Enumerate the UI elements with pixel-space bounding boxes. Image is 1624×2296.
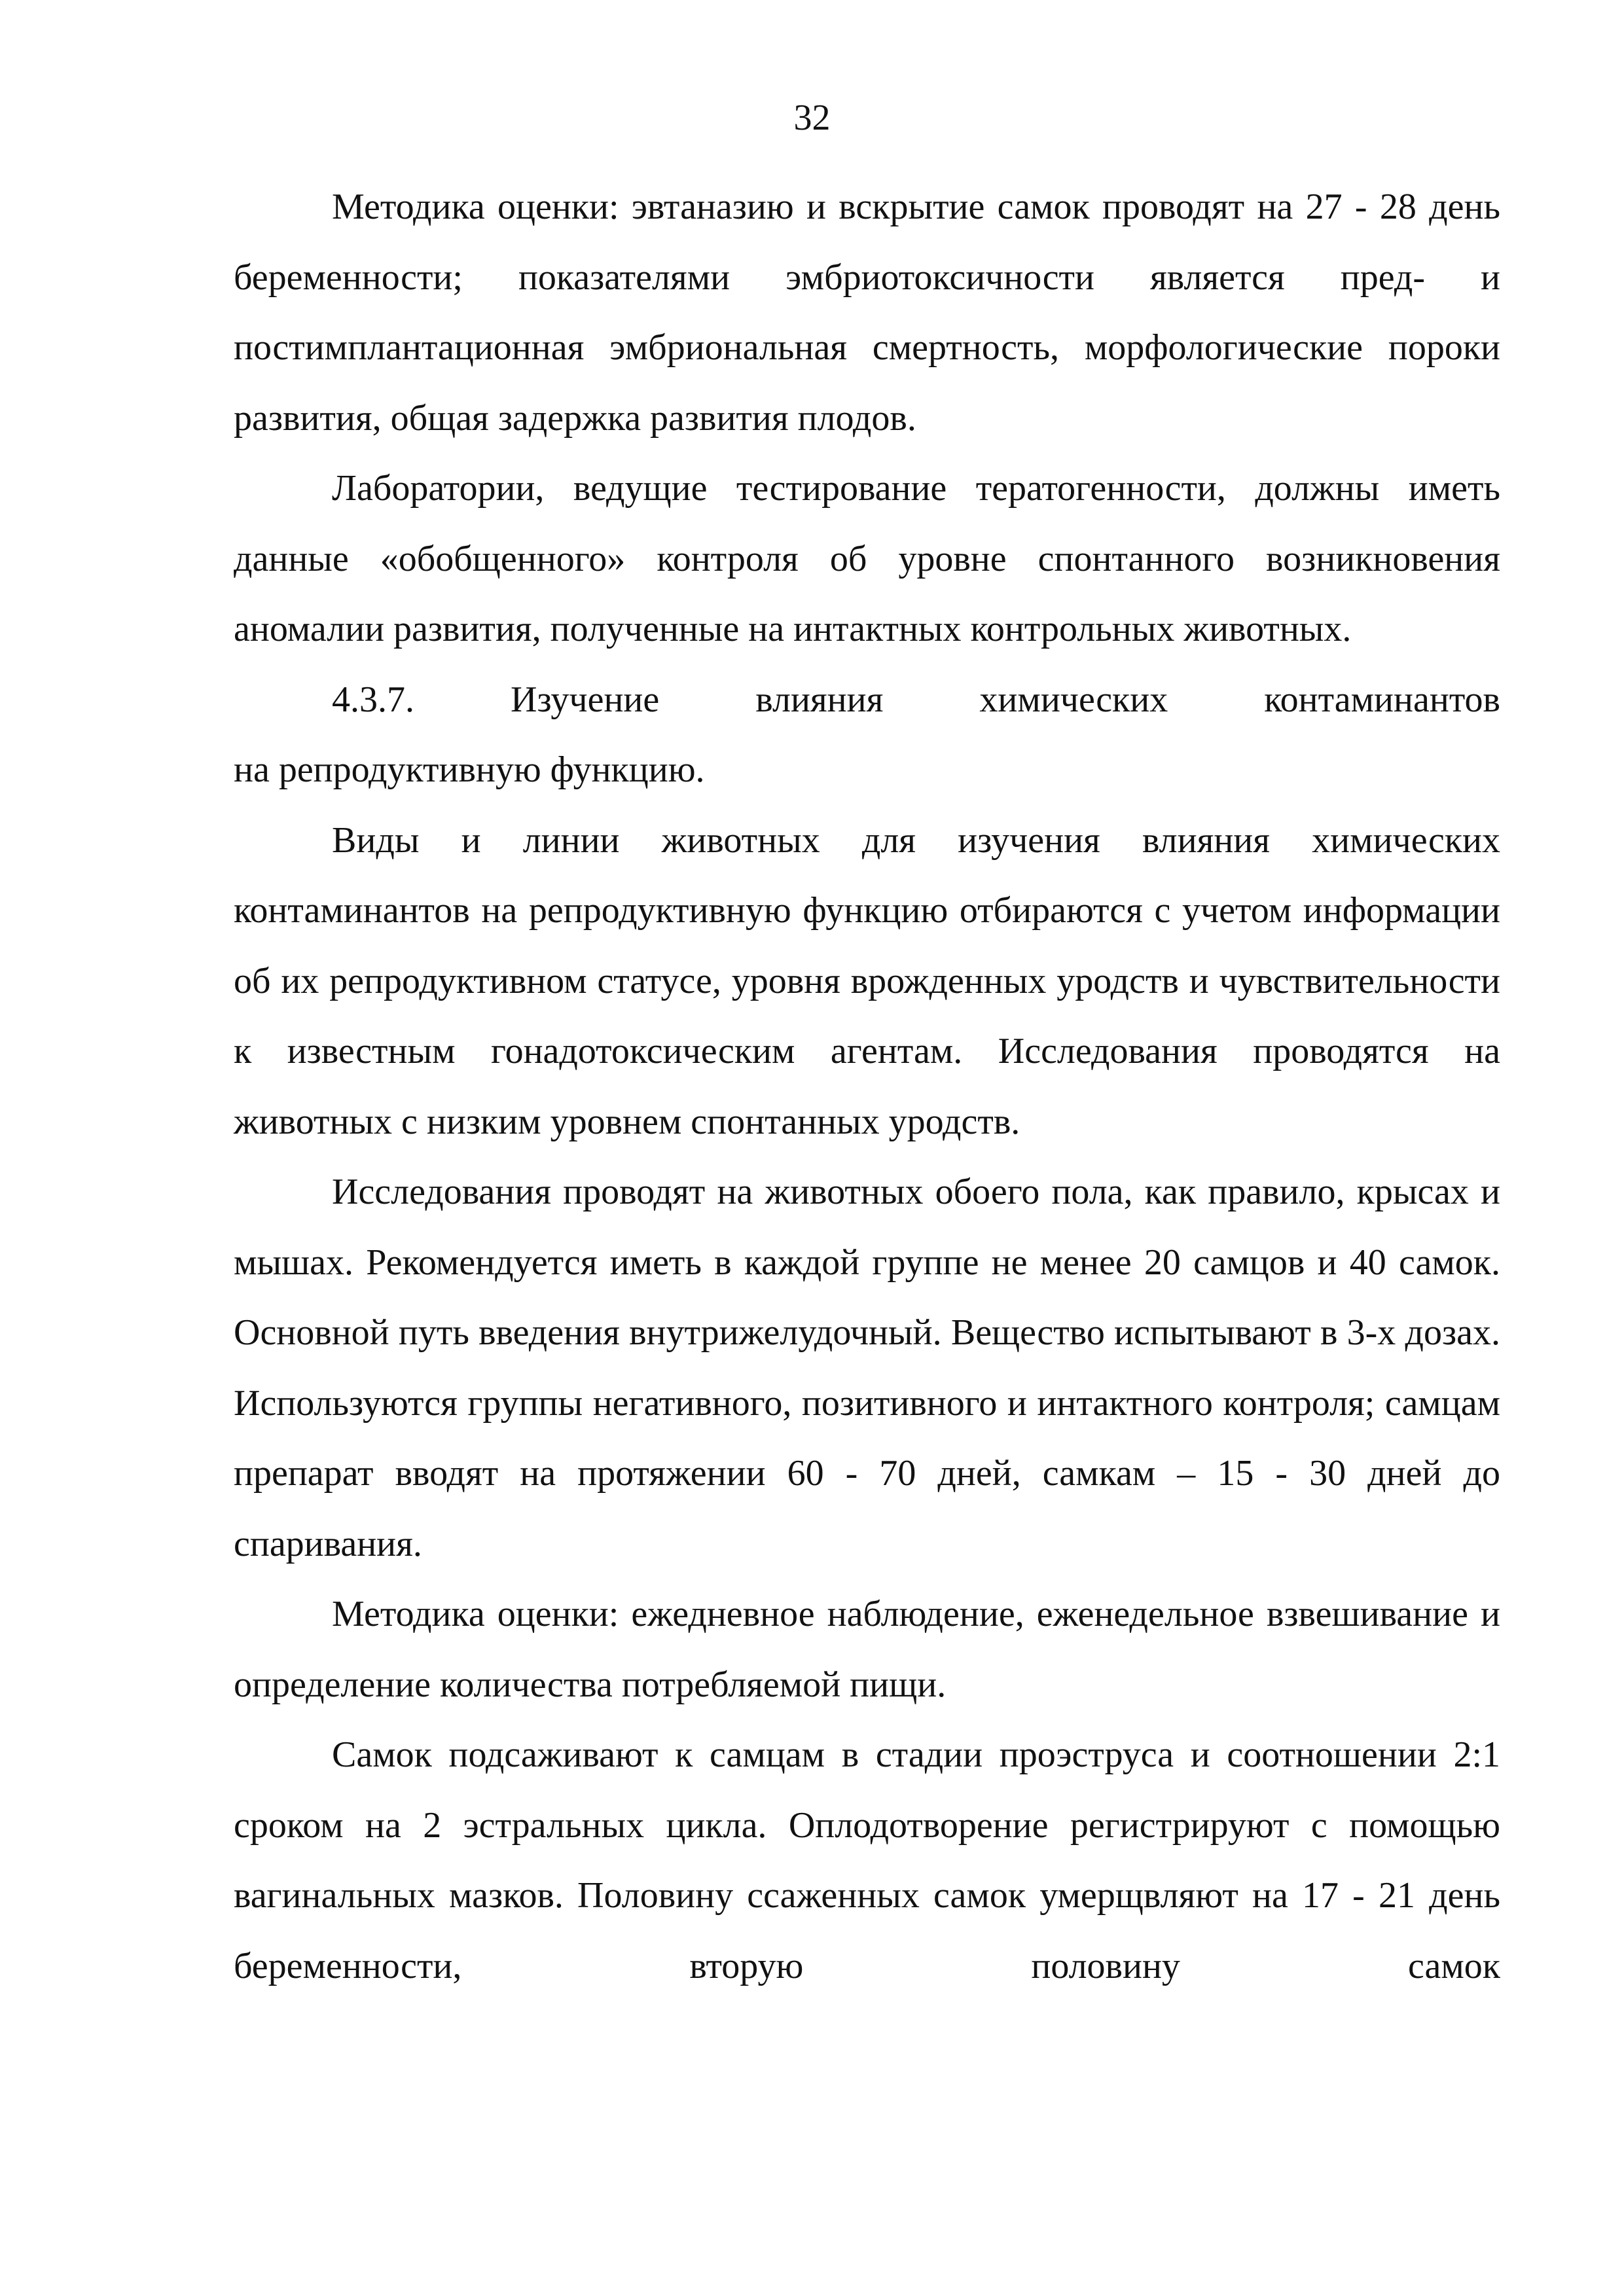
section-heading-continuation: на репродуктивную функцию. [234, 749, 705, 790]
paragraph-evaluation-method: Методика оценки: эвтаназию и вскрытие самок проводят на 27 - 28 день беременности; показателями эмбриотоксичности является пред- и постимплантационная эмбриональная смертность, морфологические пороки развития, общая задержка развития плодов. [234, 187, 1500, 439]
paragraph-mating-procedure: Самок подсаживают к самцам в стадии проэструса и соотношении 2:1 сроком на 2 эстральных цикла. Оплодотворение регистрируют с помощью вагинальных мазков. Половину ссаженных самок умерщвляют на 17 - 21 день беременности, вторую половину самок [234, 1734, 1500, 1986]
paragraph-study-design: Исследования проводят на животных обоего пола, как правило, крысах и мышах. Рекомендуется иметь в каждой группе не менее 20 самцов и 40 самок. Основной путь введения внутрижелудочный. Вещество испытывают в 3-х дозах. Используются группы негативного, позитивного и интактного контроля; самцам препарат вводят на протяжении 60 - 70 дней, самкам – 15 - 30 дней до спаривания. [234, 1172, 1500, 1564]
page-number: 32 [793, 98, 831, 138]
section-heading: 4.3.7. Изучение влияния химических контаминантов [332, 679, 1500, 720]
paragraph-observation-method: Методика оценки: ежедневное наблюдение, еженедельное взвешивание и определение количества потребляемой пищи. [234, 1594, 1500, 1705]
paragraph-animal-species: Виды и линии животных для изучения влияния химических контаминантов на репродуктивную функцию отбираются с учетом информации об их репродуктивном статусе, уровня врожденных уродств и чувствительности к известным гонадотоксическим агентам. Исследования проводятся на животных с низким уровнем спонтанных уродств. [234, 819, 1500, 1142]
document-body [234, 172, 1500, 2001]
paragraph-laboratories: Лаборатории, ведущие тестирование тератогенности, должны иметь данные «обобщенного» контроля об уровне спонтанного возникновения аномалии развития, полученные на интактных контрольных животных. [234, 468, 1500, 649]
